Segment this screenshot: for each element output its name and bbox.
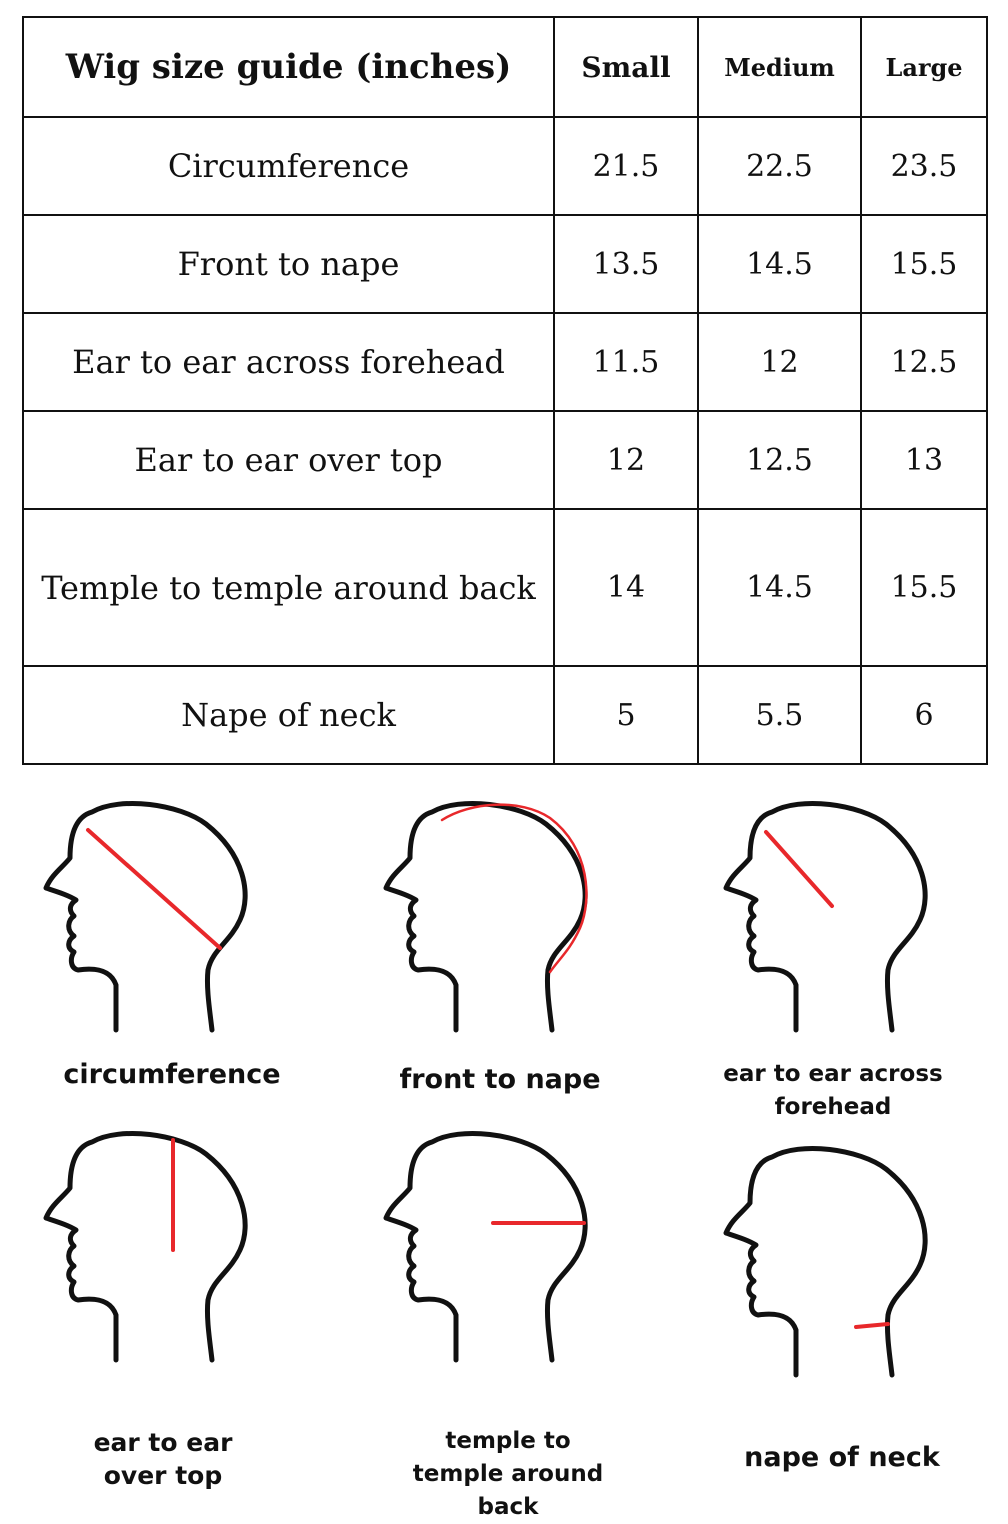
value-small: 21.5 (554, 117, 698, 215)
row-label: Ear to ear over top (23, 411, 554, 509)
row-label: Ear to ear across forehead (23, 313, 554, 411)
table-row (23, 215, 987, 313)
head-profile-icon (30, 800, 290, 1040)
caption-circumference: circumference (63, 1059, 281, 1090)
row-label: Temple to temple around back (23, 509, 554, 666)
value-small: 11.5 (554, 313, 698, 411)
value-small: 5 (554, 666, 698, 764)
wig-size-table (22, 16, 988, 765)
diagram-circumference (30, 800, 290, 1040)
table-row (23, 313, 987, 411)
value-medium: 5.5 (698, 666, 861, 764)
head-profile-icon (710, 800, 970, 1040)
value-large: 15.5 (861, 509, 987, 666)
head-profile-icon (370, 800, 630, 1040)
value-small: 13.5 (554, 215, 698, 313)
row-label: Front to nape (23, 215, 554, 313)
diagram-front-to-nape (370, 800, 630, 1040)
caption-nape-of-neck: nape of neck (744, 1442, 940, 1473)
value-large: 13 (861, 411, 987, 509)
caption-temple-to-temple: temple to temple around back (412, 1428, 604, 1520)
head-profile-icon (710, 1145, 970, 1385)
size-header-large: Large (861, 17, 987, 117)
diagram-ear-to-ear-over-top (30, 1130, 290, 1370)
value-small: 12 (554, 411, 698, 509)
value-large: 12.5 (861, 313, 987, 411)
table-header-row (23, 17, 987, 117)
value-large: 23.5 (861, 117, 987, 215)
value-medium: 14.5 (698, 215, 861, 313)
value-medium: 12 (698, 313, 861, 411)
value-large: 6 (861, 666, 987, 764)
table-row (23, 117, 987, 215)
value-small: 14 (554, 509, 698, 666)
head-profile-icon (370, 1130, 630, 1370)
table-row (23, 666, 987, 764)
value-medium: 14.5 (698, 509, 861, 666)
diagram-temple-to-temple (370, 1130, 630, 1370)
table-row (23, 509, 987, 666)
value-large: 15.5 (861, 215, 987, 313)
caption-ear-to-ear-forehead: ear to ear across forehead (723, 1061, 943, 1120)
row-label: Nape of neck (23, 666, 554, 764)
caption-ear-to-ear-over-top: ear to ear over top (93, 1428, 233, 1490)
size-header-medium: Medium (698, 17, 861, 117)
caption-front-to-nape: front to nape (399, 1064, 601, 1095)
diagram-ear-to-ear-forehead (710, 800, 970, 1040)
diagram-nape-of-neck (710, 1145, 970, 1385)
row-label: Circumference (23, 117, 554, 215)
table-title: Wig size guide (inches) (23, 17, 554, 117)
value-medium: 12.5 (698, 411, 861, 509)
head-profile-icon (30, 1130, 290, 1370)
size-header-small: Small (554, 17, 698, 117)
table-row (23, 411, 987, 509)
value-medium: 22.5 (698, 117, 861, 215)
